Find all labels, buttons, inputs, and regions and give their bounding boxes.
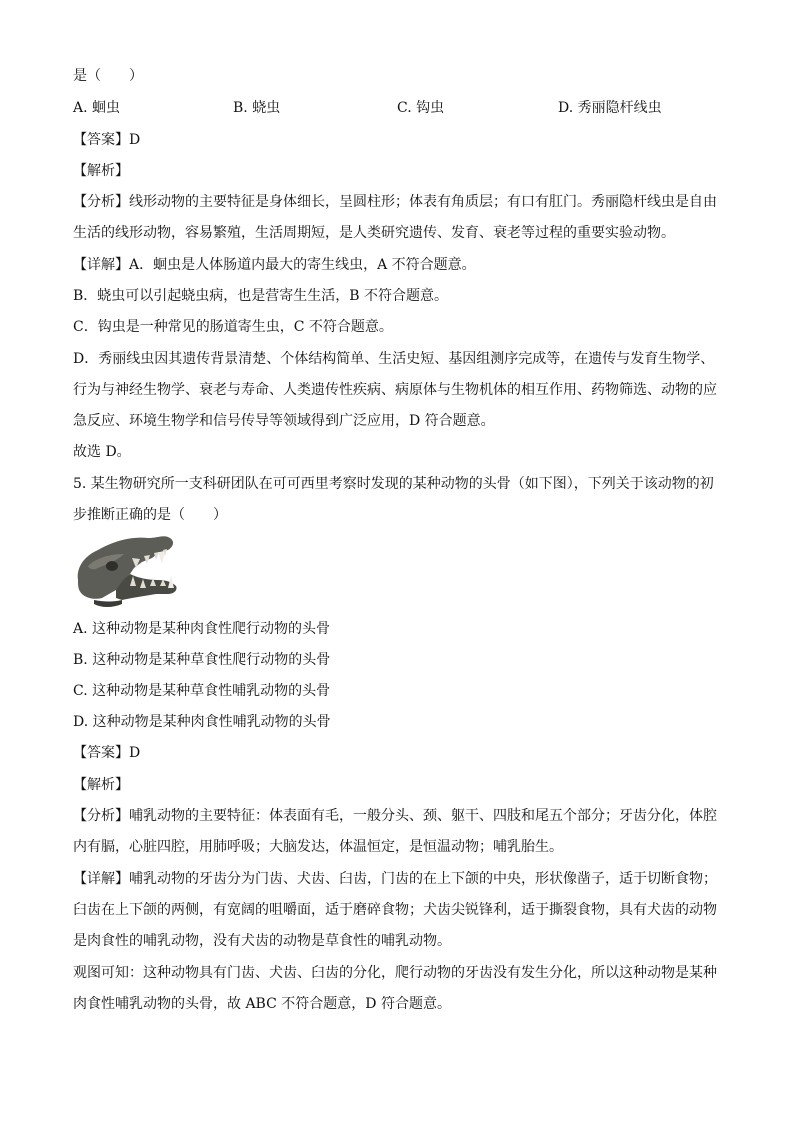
q4-fenxi-line-2: 生活的线形动物，容易繁殖，生活周期短，是人类研究遗传、发育、衰老等过程的重要实验动物。 [73,225,675,241]
q4-detail-line-4: D．秀丽线虫因其遗传背景清楚、个体结构简单、生活史短、基因组测序完成等，在遗传与发育生物学、 [73,351,715,367]
q5-detail-line-3: 是肉食性的哺乳动物，没有犬齿的动物是草食性的哺乳动物。 [73,933,451,949]
q5-detail-line-4: 观图可知：这种动物具有门齿、犬齿、臼齿的分化，爬行动物的牙齿没有发生分化，所以这种动物是某种 [73,965,717,981]
q4-analysis-label: 【解析】 [73,163,129,179]
q4-detail-line-3: C．钩虫是一种常见的肠道寄生虫，C 不符合题意。 [73,319,393,335]
q4-answer: 【答案】D [73,132,141,148]
q5-fenxi-line-1: 【分析】哺乳动物的主要特征：体表面有毛，一般分头、颈、躯干、四肢和尾五个部分；牙齿分化，体腔 [73,808,717,824]
q4-detail-line-6: 急反应、环境生物学和信号传导等领域得到广泛应用，D 符合题意。 [73,413,495,429]
q5-fenxi-line-2: 内有膈，心脏四腔，用肺呼吸；大脑发达，体温恒定，是恒温动物；哺乳胎生。 [73,839,563,855]
q4-stem-tail: 是（ ） [73,68,143,84]
q5-answer: 【答案】D [73,745,141,761]
q5-detail-line-2: 臼齿在上下颌的两侧，有宽阔的咀嚼面，适于磨碎食物；犬齿尖锐锋利，适于撕裂食物，具有犬齿的动物 [73,902,717,918]
q5-option-a: A. 这种动物是某种肉食性爬行动物的头骨 [73,621,331,637]
q4-detail-line-2: B．蛲虫可以引起蛲虫病，也是营寄生生活，B 不符合题意。 [73,288,449,304]
q4-detail-line-1: 【详解】A．蛔虫是人体肠道内最大的寄生线虫，A 不符合题意。 [73,257,476,273]
q5-option-b: B. 这种动物是某种草食性爬行动物的头骨 [73,652,331,668]
q5-analysis-label: 【解析】 [73,777,129,793]
q4-option-c: C. 钩虫 [397,100,445,116]
q5-detail-line-5: 肉食性哺乳动物的头骨，故 ABC 不符合题意，D 符合题意。 [73,996,451,1012]
q4-detail-line-5: 行为与神经生物学、衰老与寿命、人类遗传性疾病、病原体与生物机体的相互作用、药物筛选、动物的应 [73,382,717,398]
q4-conclusion: 故选 D。 [73,444,131,460]
q5-option-c: C. 这种动物是某种草食性哺乳动物的头骨 [73,683,331,699]
q5-stem-line-2: 步推断正确的是（ ） [73,507,227,523]
skull-image [72,528,184,612]
q5-stem-line-1: 5. 某生物研究所一支科研团队在可可西里考察时发现的某种动物的头骨（如下图），下列关于该动物的初 [73,476,714,492]
q4-option-a: A. 蛔虫 [73,100,121,116]
q4-option-d: D. 秀丽隐杆线虫 [558,100,662,116]
q4-fenxi-line-1: 【分析】线形动物的主要特征是身体细长，呈圆柱形；体表有角质层；有口有肛门。秀丽隐杆线虫是自由 [73,194,717,210]
q4-option-b: B. 蛲虫 [233,100,281,116]
q5-option-d: D. 这种动物是某种肉食性哺乳动物的头骨 [73,714,331,730]
q5-detail-line-1: 【详解】哺乳动物的牙齿分为门齿、犬齿、臼齿，门齿的在上下颌的中央，形状像凿子，适于切断食物； [73,871,717,887]
